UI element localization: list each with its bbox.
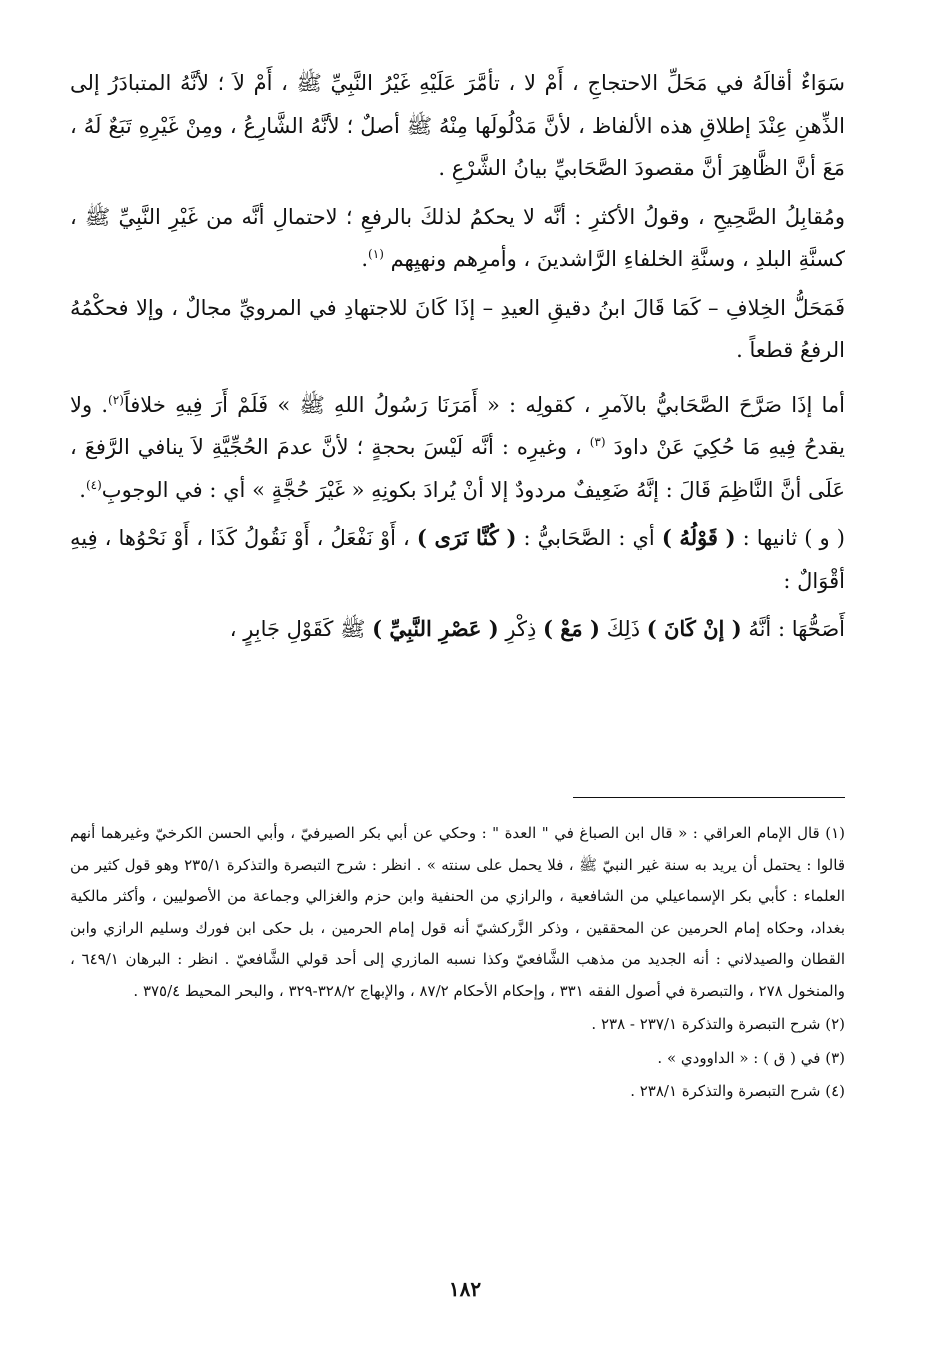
paragraph-2-text: ومُقابِلُ الصَّحِيحِ ، وقولُ الأكثرِ : أنَّه لا يحكمُ لذلكَ بالرفعِ ؛ لاحتمالِ أنَّه من غَيْرِ النَّبِيِّ ﷺ ، كسنَّةِ البلدِ ، وسنَّةِ الخلفاءِ الرَّاشدينَ ، وأمرِهم ونهيِهم xyxy=(70,204,845,271)
paragraph-6-text-b: ذَلِكَ xyxy=(606,617,641,641)
main-text xyxy=(70,62,845,651)
footnote-1: (١) قال الإمام العراقي : « قال ابن الصباغ في " العدة " : وحكي عن أبي بكر الصيرفيّ ، وأبي الحسن الكرخيّ وغيرهما أنهم قالوا : يحتمل أن يريد به سنة غير النبيّ ﷺ ، فلا يحمل على سنته » . انظر : شرح التبصرة والتذكرة ٢٣٥/١ وهو قول كثير من العلماء : كأبي بكر الإسماعيلي من الشافعية ، والرازي من الحنفية وابن حزم والغزالي وجماعة من الأصوليين ، وأكثر مالكية بغداد، وحكاه إمام الحرمين عن المحققين ، وذكر الزَّركشيّ أنه قول إمام الحرمين ، بل حكى ابن فورك وسليم الرازي وابن القطان والصيدلاني : أنه الجديد من مذهب الشَّافعيّ وكذا نسبه المازري إلى أحد قولي الشَّافعيّ . انظر : البرهان ٦٤٩/١ ، والمنخول ٢٧٨ ، والتبصرة في أصول الفقه ٣٣١ ، وإحكام الأحكام ٨٧/٢ ، والإبهاج ٣٢٨/٢-٣٢٩ ، والبحر المحيط ٣٧٥/٤ . xyxy=(70,824,846,1000)
paragraph-6-text-d: ﷺ كَقَوْلِ جَابِرٍ ، xyxy=(229,617,366,641)
paragraph-6-text-a: أَصَحُّهَا : أنَّهُ xyxy=(748,617,845,641)
footnote-2: (٢) شرح التبصرة والتذكرة ٢٣٧/١ - ٢٣٨ . xyxy=(591,1015,845,1033)
paragraph-3-text: فَمَحَلُّ الخِلافِ – كَمَا قَالَ ابنُ دقيقِ العيدِ – إذَا كَانَ للاجتهادِ في المرويِّ مجالٌ ، وإلا فحكْمُهُ الرفعُ قطعاً . xyxy=(70,295,845,362)
paragraph-5 xyxy=(70,517,845,602)
paragraph-1-text: سَوَاءٌ أقالَهُ في مَحَلِّ الاحتجاجِ ، أَمْ لا ، تأمَّرَ عَلَيْهِ غَيْرُ النَّبِيِّ ﷺ ، أَمْ لاَ ؛ لأنَّهُ المتبادَرُ إلى الذِّهنِ عِنْدَ إطلاقِ هذه الألفاظ ، لأنَّ مَدْلُولَها مِنْهُ ﷺ أصلٌ ؛ لأنَّهُ الشَّارِعُ ، ومِنْ غَيْرِهِ تَبَعٌ لَهُ ، مَعَ أنَّ الظَّاهِرَ أنَّ مقصودَ الصَّحَابيِّ بيانُ الشَّرْعِ . xyxy=(70,71,845,180)
matn-term-asr-alnabi: ( عَصْرِ النَّبِيِّ ) xyxy=(372,616,499,641)
footnotes-section xyxy=(70,818,845,1108)
paragraph-4-text-c: ، وغيرِه : أنَّه لَيْسَ بحجةٍ ؛ لأنَّ عدمَ الحُجِّيَّةِ لاَ ينافي الرَّفعَ ، عَلَى أنَّ النَّاظِمَ قَالَ : إنَّهُ ضَعِيفٌ مردودٌ إلا أنْ يُرادَ بكونِهِ « غَيْرَ حُجَّةٍ » أي : في الوجوبِ xyxy=(70,435,845,502)
paragraph-6 xyxy=(70,608,845,651)
paragraph-4-text-b: ولا يقدحُ فِيهِ مَا حُكِيَ عَنْ داودَ xyxy=(70,392,845,459)
paragraph-4-text-a: أما إذَا صَرَّحَ الصَّحَابيُّ بالآمرِ ، كقولِه : « أَمَرَنَا رَسُولُ اللهِ ﷺ » فَلَمْ أَرَ فِيهِ خلافاً xyxy=(123,392,845,417)
footnote-3: (٣) في ( ق ) : « الداوودي » . xyxy=(657,1048,845,1067)
paragraph-6-text-c: ذِكْرِ xyxy=(505,617,537,641)
paragraph-1 xyxy=(70,62,845,190)
paragraph-5-text-b: أي : الصَّحَابيُّ : xyxy=(523,526,655,550)
matn-term-kunna-nara: ( كُنَّا نَرَى ) xyxy=(416,525,517,550)
matn-term-qawluhu: ( قَوْلُهُ ) xyxy=(661,525,736,550)
footnote-ref-1[interactable]: (١) xyxy=(368,247,384,261)
matn-term-maa: ( مَعْ ) xyxy=(543,616,600,641)
paragraph-4: أما إذَا صَرَّحَ الصَّحَابيُّ بالآمرِ ، كقولِه : « أَمَرَنَا رَسُولُ اللهِ ﷺ » فَلَمْ أَرَ فِيهِ خلافاً$^{(٢)}$. ولا يقدحُ فِيهِ مَا حُكِيَ عَنْ داودَ $^{(٣)}$ ، وغيرِه : أنَّه لَيْسَ بحجةٍ ؛ لأنَّ عدمَ الحُجِّيَّةِ لاَ ينافي الرَّفعَ ، عَلَى أنَّ النَّاظِمَ قَالَ : إنَّهُ ضَعِيفٌ مردودٌ إلا أنْ يُرادَ بكونِهِ « غَيْرَ حُجَّةٍ » أي : في الوجوبِ$^{(٤)}$. xyxy=(70,392,845,502)
footnote-ref-4[interactable]: (٤) xyxy=(85,477,102,492)
paragraph-2: ومُقابِلُ الصَّحِيحِ ، وقولُ الأكثرِ : أنَّه لا يحكمُ لذلكَ بالرفعِ ؛ لاحتمالِ أنَّه من غَيْرِ النَّبِيِّ ﷺ ، كسنَّةِ البلدِ ، وسنَّةِ الخلفاءِ الرَّاشدينَ ، وأمرِهم ونهيِهم $^{(١)}$. xyxy=(70,204,845,271)
footnote-divider xyxy=(573,797,845,798)
paragraph-3 xyxy=(70,287,845,372)
footnote-4: (٤) شرح التبصرة والتذكرة ٢٣٨/١ . xyxy=(630,1082,845,1100)
footnote-ref-2[interactable]: (٢) xyxy=(108,392,124,407)
page-number: ١٨٢ xyxy=(448,1277,482,1301)
matn-term-in-kana: ( إنْ كَانَ ) xyxy=(646,616,742,641)
paragraph-5-text-c: ، أَوْ نَفْعَلُ ، أَوْ نَقُولُ كَذَا ، أَوْ نَحْوُها ، فِيهِ أقْوَالٌ : xyxy=(70,526,845,593)
footnote-ref-3[interactable]: (٣) xyxy=(589,435,606,449)
paragraph-5-text-a: ( و ) ثانيها : xyxy=(742,526,845,550)
